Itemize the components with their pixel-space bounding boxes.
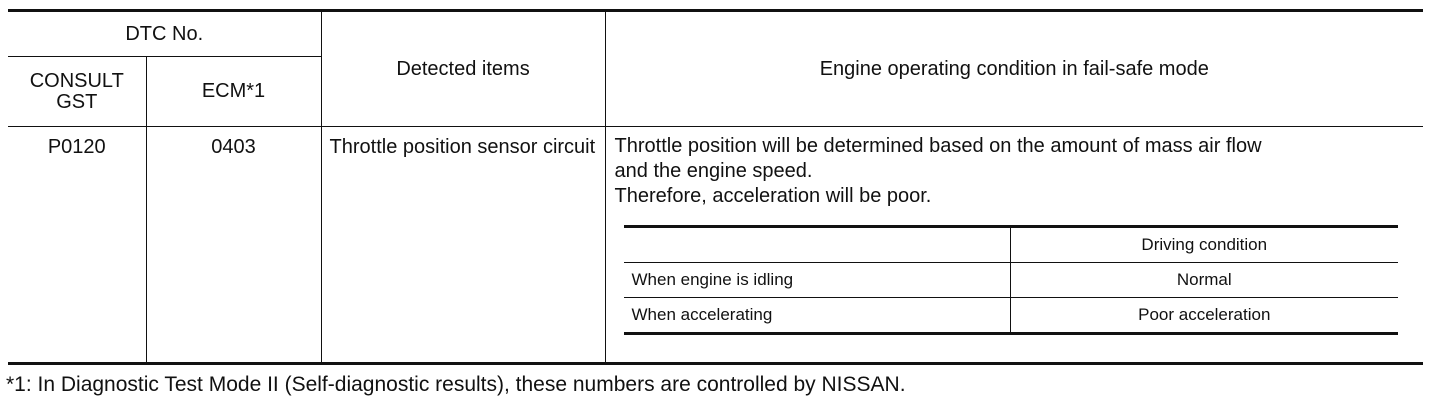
cell-engine-condition bbox=[605, 127, 1423, 364]
header-engine-condition: Engine operating condition in fail-safe mode bbox=[605, 11, 1423, 127]
condition-line: Therefore, acceleration will be poor. bbox=[614, 185, 932, 207]
situation-cell: When engine is idling bbox=[624, 263, 1011, 298]
condition-cell: Poor acceleration bbox=[1011, 298, 1398, 334]
condition-line: and the engine speed. bbox=[614, 160, 813, 182]
header-ecm: ECM*1 bbox=[146, 57, 321, 127]
condition-text bbox=[606, 127, 1424, 209]
cell-consult-gst: P0120 bbox=[8, 127, 146, 364]
cell-ecm: 0403 bbox=[146, 127, 321, 364]
inner-header-blank bbox=[624, 227, 1011, 263]
table-row bbox=[624, 298, 1398, 334]
header-dtc-no: DTC No. bbox=[8, 11, 321, 57]
footnote: *1: In Diagnostic Test Mode II (Self-diagnostic results), these numbers are controlled by NISSAN. bbox=[6, 373, 906, 396]
inner-header-driving-condition: Driving condition bbox=[1011, 227, 1398, 263]
driving-condition-table bbox=[624, 225, 1398, 335]
header-detected-items: Detected items bbox=[321, 11, 605, 127]
cell-detected-item: Throttle position sensor circuit bbox=[321, 127, 605, 364]
condition-line: Throttle position will be determined based on the amount of mass air flow bbox=[614, 135, 1262, 157]
header-consult-gst: CONSULT GST bbox=[8, 57, 146, 127]
situation-cell: When accelerating bbox=[624, 298, 1011, 334]
table-row bbox=[624, 263, 1398, 298]
condition-cell: Normal bbox=[1011, 263, 1398, 298]
dtc-table bbox=[8, 9, 1423, 365]
